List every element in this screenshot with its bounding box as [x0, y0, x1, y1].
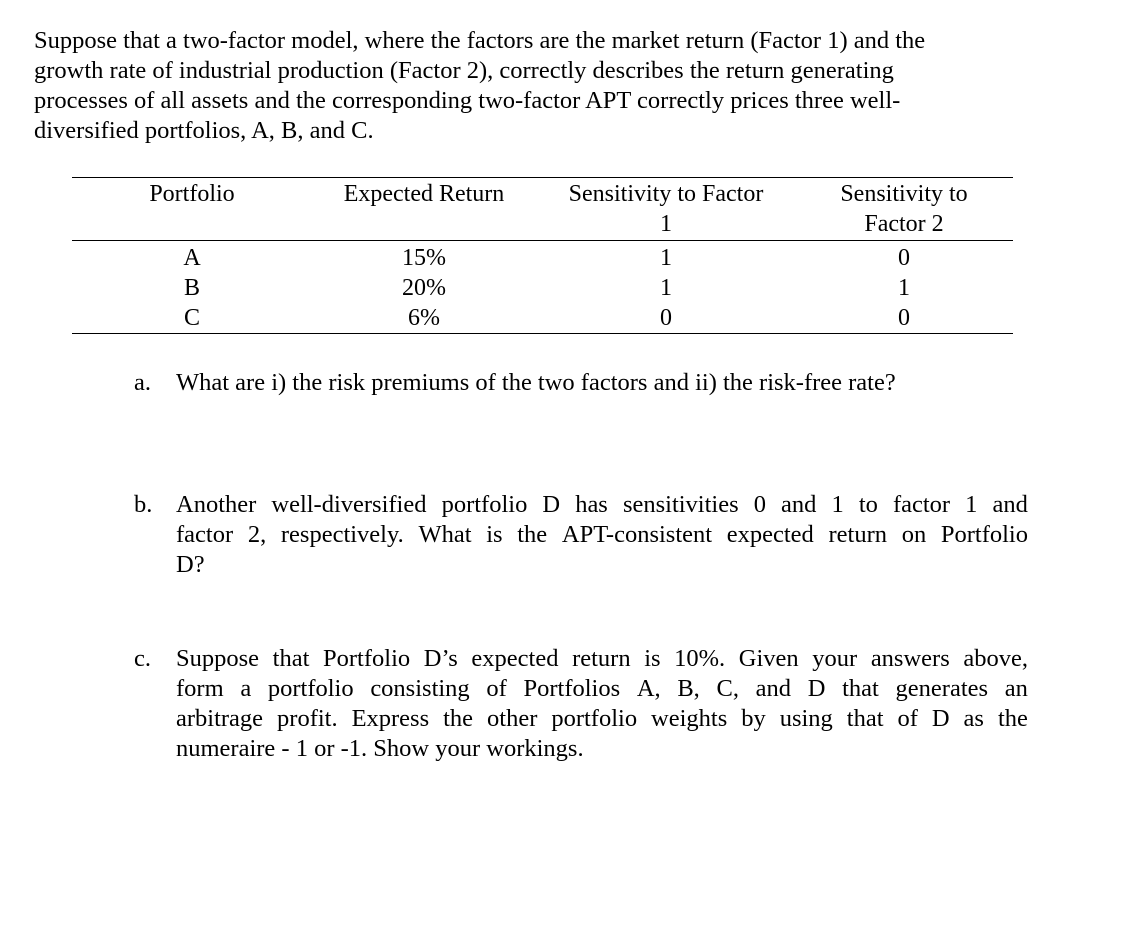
row-c-expected-return: 6%: [408, 305, 440, 331]
word: using: [779, 705, 833, 732]
word: your: [812, 645, 858, 672]
question-a-line: What are i) the risk premiums of the two factors and ii) the risk-free rate?: [176, 369, 896, 396]
question-c-line-4: numeraire - 1 or -1. Show your workings.: [176, 735, 584, 762]
word: the: [997, 705, 1028, 732]
word: and: [992, 491, 1028, 518]
word: above,: [963, 645, 1028, 672]
row-a-expected-return: 15%: [402, 245, 446, 271]
word: APT-consistent: [561, 521, 713, 548]
word: the: [443, 705, 474, 732]
intro-line: growth rate of industrial production (Factor 2), correctly describes the return generating: [34, 57, 894, 84]
question-b-line-1: [176, 490, 1028, 520]
word: Suppose: [176, 645, 260, 672]
word: of: [486, 675, 507, 702]
word: Express: [351, 705, 430, 732]
word: by: [741, 705, 766, 732]
word: D: [807, 675, 826, 702]
question-a-text: [176, 368, 896, 398]
word: form: [176, 675, 224, 702]
row-b-factor1: 1: [660, 275, 672, 301]
word: A,: [636, 675, 661, 702]
word: D: [931, 705, 950, 732]
word: sensitivities: [622, 491, 739, 518]
word: C,: [716, 675, 739, 702]
word: respectively.: [280, 521, 404, 548]
row-a-factor2: 0: [898, 245, 910, 271]
word: and: [755, 675, 792, 702]
header-factor1-line1: Sensitivity to Factor: [568, 181, 764, 207]
word: Given: [738, 645, 799, 672]
word: portfolio: [441, 491, 528, 518]
word: 2,: [247, 521, 267, 548]
word: 0: [753, 491, 766, 518]
word: What: [418, 521, 472, 548]
row-b-factor2: 1: [898, 275, 910, 301]
word: to: [858, 491, 878, 518]
word: of: [897, 705, 918, 732]
row-a-factor1: 1: [660, 245, 672, 271]
word: return: [828, 521, 887, 548]
word: has: [575, 491, 608, 518]
word: expected: [726, 521, 814, 548]
question-c-text: [176, 644, 1028, 764]
header-factor2-line1: Sensitivity to: [840, 181, 968, 207]
word: the: [517, 521, 548, 548]
word: as: [963, 705, 984, 732]
word: answers: [870, 645, 950, 672]
table-bottom-rule: [72, 333, 1013, 334]
word: an: [1004, 675, 1028, 702]
row-b-expected-return: 20%: [402, 275, 446, 301]
intro-line: Suppose that a two-factor model, where the factors are the market return (Factor 1) and the: [34, 27, 926, 54]
table-header-rule: [72, 240, 1013, 241]
question-b-line-3: D?: [176, 551, 205, 578]
word: profit.: [277, 705, 338, 732]
question-a-label: a.: [134, 369, 151, 396]
question-b: [134, 490, 1034, 582]
word: a: [240, 675, 252, 702]
word: portfolio: [551, 705, 638, 732]
word: Portfolio: [940, 521, 1028, 548]
word: weights: [651, 705, 728, 732]
word: Another: [176, 491, 257, 518]
row-c-portfolio: C: [183, 305, 200, 331]
word: and: [781, 491, 817, 518]
word: well-diversified: [271, 491, 427, 518]
word: portfolio: [267, 675, 354, 702]
word: is: [486, 521, 503, 548]
question-a: [134, 368, 1034, 400]
word: other: [487, 705, 538, 732]
question-c-line-3: [176, 704, 1028, 734]
word: generates: [895, 675, 989, 702]
word: arbitrage: [176, 705, 264, 732]
word: that: [846, 705, 884, 732]
row-c-factor2: 0: [898, 305, 910, 331]
word: 1: [831, 491, 844, 518]
word: Portfolio: [323, 645, 411, 672]
word: 10%.: [674, 645, 726, 672]
header-factor1-line2: 1: [660, 211, 672, 237]
question-c-line-2: [176, 674, 1028, 704]
question-c: [134, 644, 1034, 766]
row-a-portfolio: A: [183, 245, 201, 271]
word: D: [542, 491, 561, 518]
word: D’s: [423, 645, 458, 672]
word: on: [901, 521, 927, 548]
word: expected: [471, 645, 559, 672]
word: that: [272, 645, 310, 672]
word: that: [842, 675, 879, 702]
question-b-text: [176, 490, 1028, 580]
intro-line: processes of all assets and the corresponding two-factor APT correctly prices three well-: [34, 87, 901, 114]
intro-line: diversified portfolios, A, B, and C.: [34, 117, 374, 144]
header-expected-return: Expected Return: [343, 181, 505, 207]
row-b-portfolio: B: [183, 275, 200, 301]
header-portfolio: Portfolio: [149, 181, 235, 207]
question-c-label: c.: [134, 645, 151, 672]
row-c-factor1: 0: [660, 305, 672, 331]
table-top-rule: [72, 177, 1013, 178]
word: factor: [892, 491, 951, 518]
word: factor: [176, 521, 234, 548]
word: 1: [965, 491, 978, 518]
word: is: [644, 645, 661, 672]
header-factor2-line2: Factor 2: [864, 211, 944, 237]
question-c-line-1: [176, 644, 1028, 674]
question-b-line-2: [176, 520, 1028, 550]
word: Portfolios: [523, 675, 621, 702]
word: consisting: [370, 675, 470, 702]
intro-paragraph: [34, 26, 1034, 146]
word: return: [572, 645, 631, 672]
question-b-label: b.: [134, 491, 153, 518]
word: B,: [677, 675, 700, 702]
